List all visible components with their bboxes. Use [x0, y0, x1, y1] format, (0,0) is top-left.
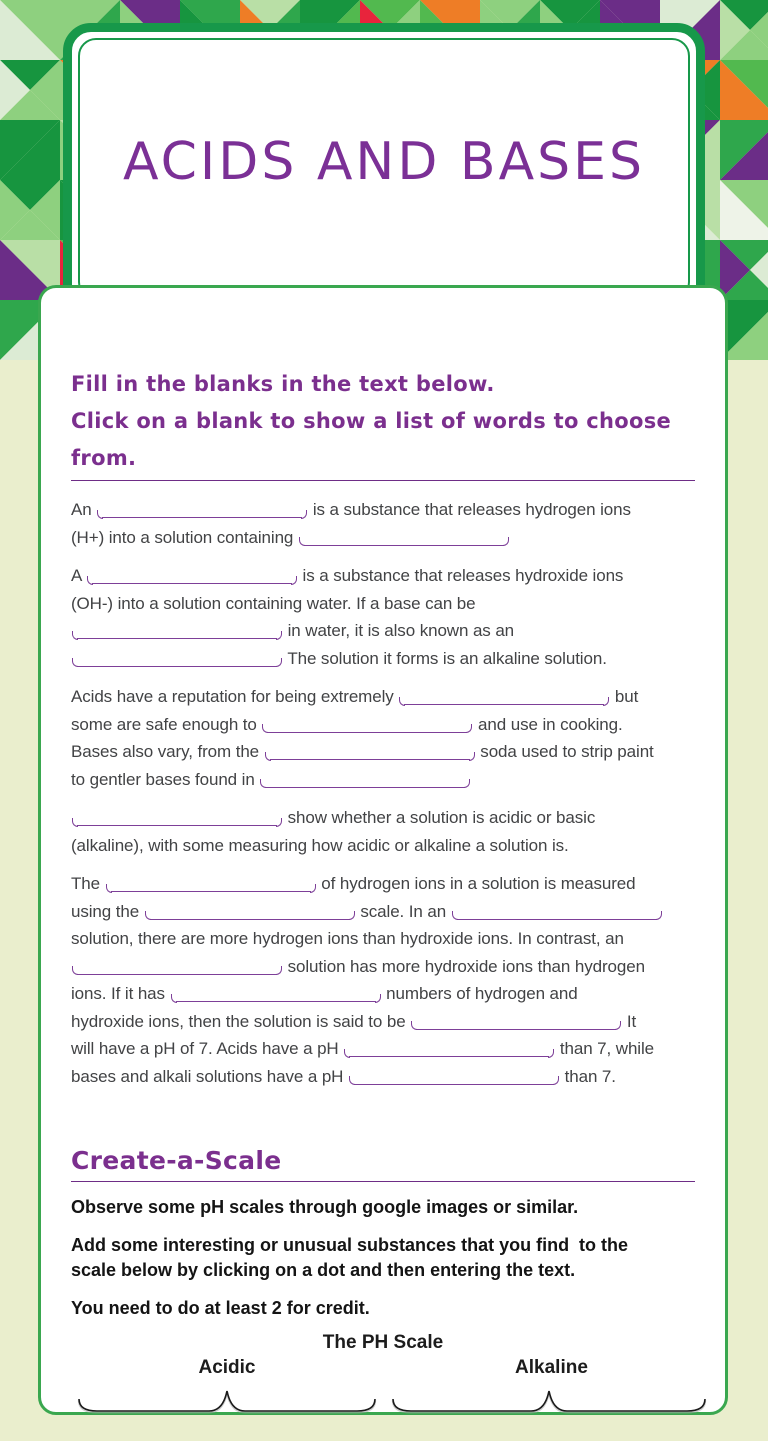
fillin-text [71, 496, 695, 1090]
section-divider-2 [71, 1181, 695, 1182]
fillin-text-segment: using the [71, 901, 144, 921]
ph-scale-figure [71, 1331, 695, 1441]
blank-input[interactable] [176, 985, 376, 1002]
blank-input[interactable] [267, 716, 467, 733]
fillin-text-segment: An [71, 500, 97, 519]
alkaline-label: Alkaline [515, 1357, 588, 1378]
fillin-line [71, 524, 695, 552]
fillin-text-segment: solution, there are more hydrogen ions than hydroxide ions. In contrast, an [71, 929, 624, 948]
fillin-text-segment: scale. In an [355, 901, 451, 921]
fillin-paragraph [71, 562, 695, 672]
blank-input[interactable] [304, 529, 504, 546]
fillin-line [71, 953, 695, 981]
fillin-line [71, 496, 695, 524]
blank-input[interactable] [77, 809, 277, 826]
fillin-text-segment: show whether a solution is acidic or basic [283, 808, 596, 827]
blank-input[interactable] [404, 688, 604, 705]
ph-scale-labels [71, 1357, 695, 1383]
fillin-text-segment: is a substance that releases hydroxide ions [297, 566, 624, 585]
fillin-heading-line1: Fill in the blanks in the text below. [71, 372, 495, 396]
fillin-text-segment: than 7. [559, 1066, 616, 1086]
fillin-text-segment: (OH-) into a solution containing water. If a base can be [71, 593, 476, 613]
fillin-text-segment: The [71, 874, 105, 893]
fillin-heading [71, 366, 695, 477]
fillin-line [71, 645, 695, 673]
blank-input[interactable] [102, 501, 302, 518]
blank-input[interactable] [77, 650, 277, 667]
fillin-line [71, 683, 695, 711]
blank-input[interactable] [354, 1068, 554, 1085]
fillin-text-segment: of hydrogen ions in a solution is measured [316, 874, 636, 893]
fillin-line [71, 980, 695, 1008]
fillin-paragraph [71, 683, 695, 793]
instruction-line: Add some interesting or unusual substances that you find to the scale below by clicking on a dot and then entering the text. [71, 1235, 629, 1280]
blank-input[interactable] [270, 743, 470, 760]
fillin-text-segment: some are safe enough to [71, 714, 262, 734]
blank-input[interactable] [349, 1040, 549, 1057]
fillin-text-segment: hydroxide ions, then the solution is said to be [71, 1011, 411, 1031]
content-card [38, 285, 728, 1415]
blank-input[interactable] [111, 875, 311, 892]
blank-input[interactable] [92, 567, 292, 584]
blank-input[interactable] [77, 958, 277, 975]
fillin-line [71, 738, 695, 766]
fillin-text-segment: solution has more hydroxide ions than hydrogen [283, 956, 645, 976]
fillin-line [71, 1008, 695, 1036]
fillin-text-segment: to gentler bases found in [71, 769, 260, 789]
instruction-line: You need to do at least 2 for credit. [71, 1298, 370, 1318]
blank-input[interactable] [416, 1013, 616, 1030]
fillin-text-segment: soda used to strip paint [475, 742, 654, 761]
fillin-line [71, 590, 695, 618]
fillin-line [71, 562, 695, 590]
fillin-text-segment: (H+) into a solution containing [71, 527, 298, 547]
instruction-line: Observe some pH scales through google images or similar. [71, 1197, 579, 1217]
fillin-heading-line2: Click on a blank to show a list of words to choose from. [71, 409, 672, 470]
fillin-text-segment: Bases also vary, from the [71, 742, 264, 761]
worksheet-title: ACIDS AND BASES [122, 132, 646, 192]
fillin-text-segment: is a substance that releases hydrogen ions [308, 500, 631, 519]
fillin-text-segment: It [622, 1011, 637, 1031]
header-card [63, 23, 705, 315]
fillin-text-segment: (alkaline), with some measuring how acidic or alkaline a solution is. [71, 835, 569, 855]
fillin-text-segment: ions. If it has [71, 984, 170, 1003]
fillin-line [71, 804, 695, 832]
fillin-text-segment: A [71, 566, 86, 585]
alkaline-brace [391, 1387, 707, 1427]
create-scale-instructions [71, 1195, 695, 1321]
fillin-line [71, 766, 695, 794]
acidic-label: Acidic [198, 1357, 256, 1378]
fillin-line [71, 711, 695, 739]
fillin-text-segment: bases and alkali solutions have a pH [71, 1066, 348, 1086]
ph-scale-title: The PH Scale [322, 1332, 444, 1353]
fillin-line [71, 1063, 695, 1091]
fillin-text-segment: will have a pH of 7. Acids have a pH [71, 1039, 344, 1058]
fillin-paragraph [71, 870, 695, 1090]
blank-input[interactable] [150, 903, 350, 920]
fillin-paragraph [71, 496, 695, 551]
fillin-line [71, 1035, 695, 1063]
fillin-text-segment: The solution it forms is an alkaline solution. [283, 648, 607, 668]
fillin-text-segment: than 7, while [555, 1039, 655, 1058]
fillin-text-segment: and use in cooking. [473, 714, 623, 734]
acidic-brace [77, 1387, 377, 1427]
blank-input[interactable] [457, 903, 657, 920]
ph-scale-braces [71, 1387, 695, 1427]
fillin-text-segment: numbers of hydrogen and [381, 984, 578, 1003]
fillin-line [71, 832, 695, 860]
fillin-line [71, 870, 695, 898]
fillin-line [71, 925, 695, 953]
create-scale-heading: Create-a-Scale [71, 1146, 282, 1175]
fillin-paragraph [71, 804, 695, 859]
fillin-text-segment: in water, it is also known as an [283, 621, 515, 640]
fillin-line [71, 617, 695, 645]
blank-input[interactable] [77, 622, 277, 639]
fillin-text-segment: but [610, 687, 639, 706]
section-divider [71, 480, 695, 481]
fillin-line [71, 898, 695, 926]
fillin-text-segment: Acids have a reputation for being extremely [71, 687, 399, 706]
blank-input[interactable] [265, 771, 465, 788]
